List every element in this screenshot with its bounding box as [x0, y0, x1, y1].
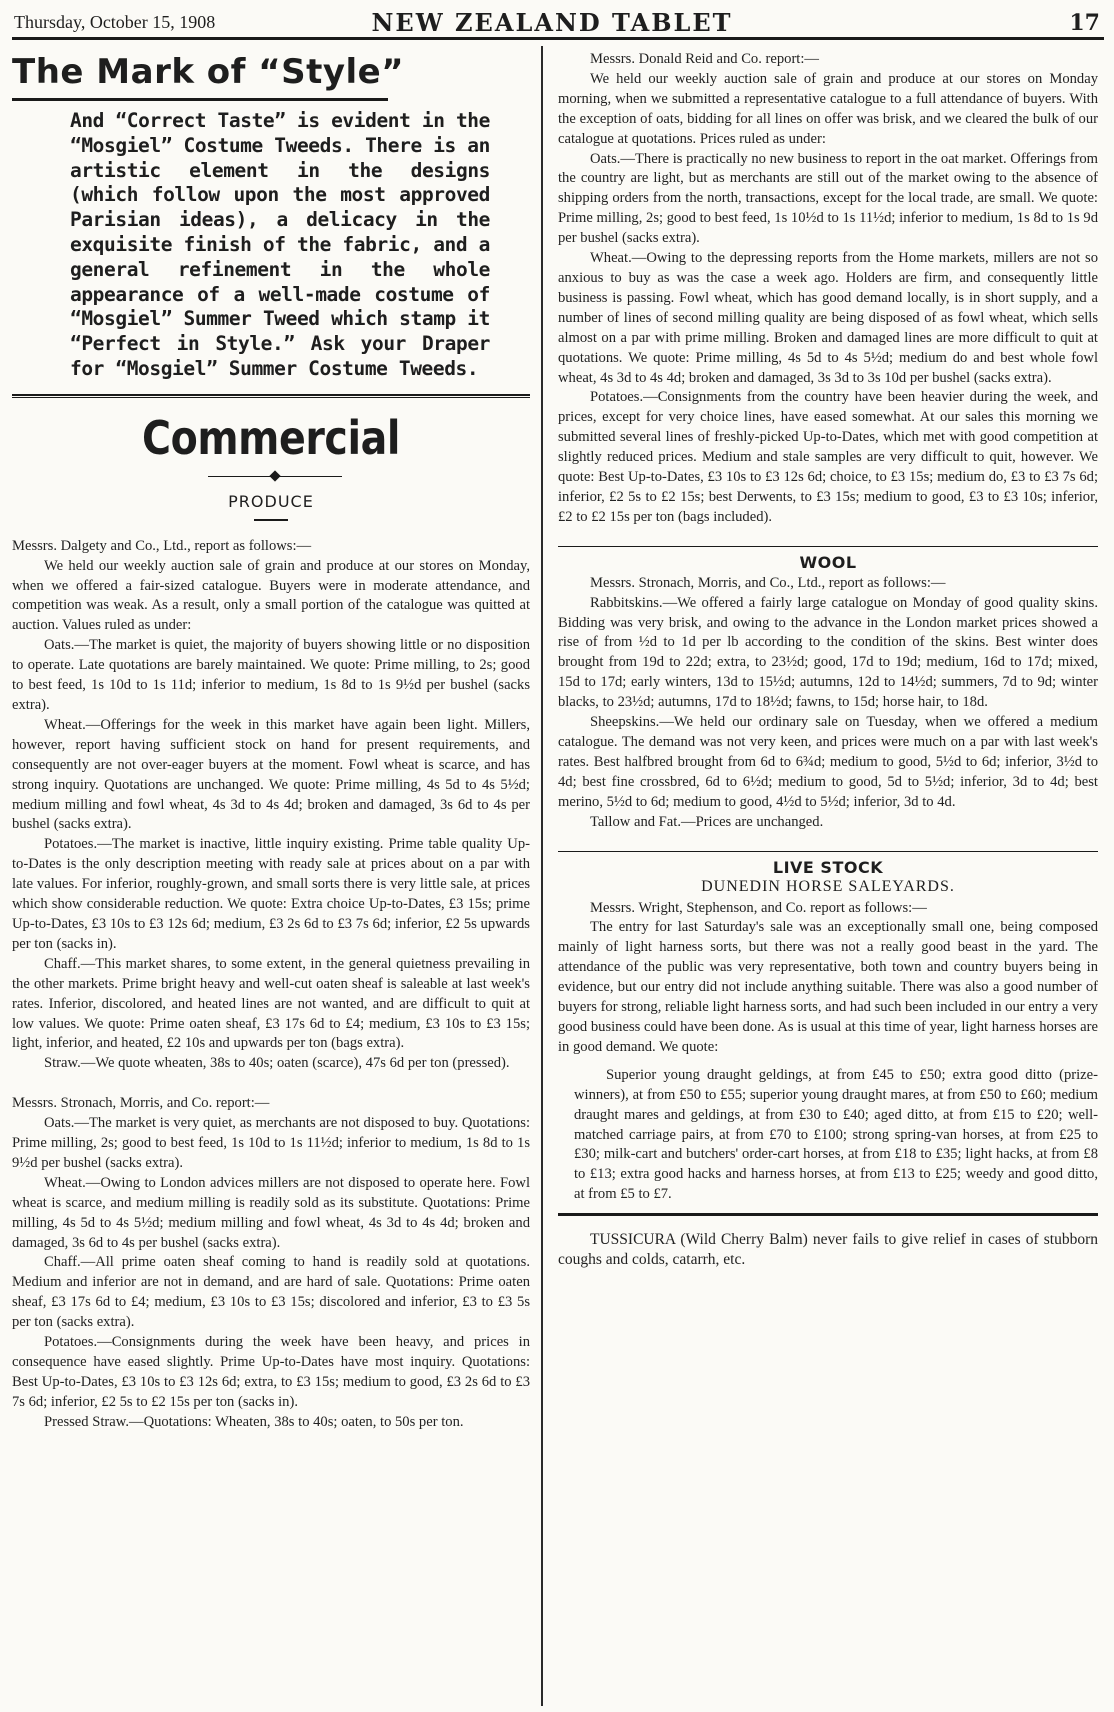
- livestock-report: [558, 899, 1098, 1206]
- tussicura-ad: TUSSICURA (Wild Cherry Balm) never fails to give relief in cases of stubborn coughs and colds, catarrh, etc.: [558, 1231, 1098, 1269]
- report-paragraph: Sheepskins.—We held our ordinary sale on Tuesday, when we offered a medium catalogue. The demand was not very keen, and prices were much on a par with last week's rates. Best halfbred brought from 6d to 6¾d; medium to good, 5½d to 6d; inferior, 3½d to 4d; best fine crossbred, 6d to 6½d; medium to good, 5d to 5½d; inferior, 3d to 4d; best merino, 5½d to 6d; medium to good, 4½d to 5½d; inferior, 3d to 4d.: [558, 714, 1098, 810]
- report-paragraph: Rabbitskins.—We offered a fairly large catalogue on Monday of good quality skins. Bidding was very brisk, and owing to the advance in the London market prices showed a rise of from ½d to 1d per lb according to the condition of the skins. Best winter does brought from 19d to 22d; extra, to 23½d; good, 17d to 19d; medium, 16d to 17d; mixed, 15d to 17d; early winters, 13d to 15½d; autumns, 12d to 14½d; summers, 7d to 9d; winter blacks, to 23½d; autumns, 17d to 18½d; fawns, to 15d; horse hair, to 18d.: [558, 594, 1098, 711]
- report-paragraph: Superior young draught geldings, at from £45 to £50; extra good ditto (prize-winners), at from £50 to £55; superior young draught mares, at from £50 to £60; medium draught mares and geldings, at from £30 to £40; aged ditto, at from £15 to £20; well-matched carriage pairs, at from £70 to £100; strong spring-van horses, at from £25 to £30; milk-cart and butchers' order-cart horses, at from £18 to £35; light hacks, at from £8 to £13; extra good hacks and harness horses, at from £13 to £25; weedy and good ditto, at from £5 to £7.: [574, 1066, 1098, 1203]
- masthead: NEW ZEALAND TABLET: [371, 8, 733, 37]
- report-paragraph: We held our weekly auction sale of grain and produce at our stores on Monday, when we offered a fair-sized catalogue. Buyers were in moderate attendance, and competition was weak. As a result, only a small portion of the catalogue was quitted at auction. Values ruled as under:: [12, 557, 530, 634]
- report-intro: Messrs. Donald Reid and Co. report:—: [590, 51, 820, 67]
- report-paragraph: Wheat.—Owing to the depressing reports from the Home markets, millers are not so anxious to buy as was the case a week ago. Holders are firm, and consequently little business is passing. Fowl wheat, which has good demand locally, is in short supply, and a number of lines of second milling quality are being disposed of as fowl wheat, which sells almost on a par with prime milling. Broken and damaged lines are more difficult to quit at quotations. We quote: Prime milling, 4s 5d to 4s 5½d; medium do and best whole fowl wheat, 4s 3d to 4s 4d; broken and damaged, 3s 3d to 3s 10d per bushel (sacks extra).: [558, 250, 1098, 386]
- diamond-icon: [269, 470, 280, 481]
- wool-top-rule: [558, 546, 1098, 547]
- page-header: [12, 6, 1104, 40]
- dalgety-report: [12, 537, 530, 1433]
- column-divider: [541, 46, 543, 1706]
- report-paragraph: Wheat.—Offerings for the week in this market have again been light. Millers, however, report having sufficient stock on hand for present requirements, and consequently are not over-eager buyers at the moment. Fowl wheat is scarce, and has strong inquiry. Quotations are unchanged. We quote: Prime milling, 4s 5d to 4s 5½d; medium milling and fowl wheat, 4s 3d to 4s 4d; broken and damaged, 3s 6d to 4s per bushel (sacks extra).: [12, 716, 530, 833]
- report-paragraph: Straw.—We quote wheaten, 38s to 40s; oaten (scarce), 47s 6d per ton (pressed).: [44, 1055, 510, 1072]
- report-paragraph: Chaff.—All prime oaten sheaf coming to hand is readily sold at quotations. Medium and inferior are not in demand, and are hard of sale. Quotations: Prime oaten sheaf, £3 17s 6d to £4; medium, £3 10s to £3 15s; discolored and inferior, £3 to £3 5s per ton (sacks extra).: [12, 1254, 530, 1331]
- subhead-rule: [254, 519, 288, 521]
- issue-date: Thursday, October 15, 1908: [14, 12, 216, 32]
- wool-heading: WOOL: [799, 552, 857, 572]
- horse-quotes: [558, 1066, 1098, 1205]
- produce-subhead: PRODUCE: [228, 491, 314, 511]
- report-paragraph: Chaff.—This market shares, to some extent, in the general quietness prevailing in the other markets. Prime bright heavy and well-cut oaten sheaf is saleable at last week's rates. Inferior, discolored, and heated lines are not wanted, and are difficult to quit at low values. We quote: Prime oaten sheaf, £3 17s 6d to £4; medium, £3 10s to £3 15s; light, inferior, and heated, £2 10s and upwards per ton (bags extra).: [12, 955, 530, 1052]
- reid-report: [558, 50, 1098, 528]
- report-intro: Messrs. Wright, Stephenson, and Co. report as follows:—: [590, 899, 927, 916]
- livestock-bottom-rule: [558, 1213, 1098, 1216]
- ad-title: The Mark of “Style”: [12, 52, 405, 92]
- section-ornament: [12, 468, 530, 486]
- report-paragraph: Wheat.—Owing to London advices millers are not disposed to operate here. Fowl wheat is scarce, and medium milling is readily sold as its substitute. Quotations: Prime milling, 4s 5d to 4s 5½d; medium milling and fowl wheat, 4s 3d to 4s 4d; broken and damaged, 3s 6d to 4s per bushel (sacks extra).: [12, 1174, 530, 1251]
- report-paragraph: Oats.—There is practically no new business to report in the oat market. Offerings from the country are light, but as merchants are still out of the market owing to the absence of shipping orders from the north, transactions, except for the local trade, are small. We quote: Prime milling, 2s; good to best feed, 1s 10½d to 1s 11½d; inferior to medium, 1s 8d to 1s 9d per bushel (sacks extra).: [558, 150, 1098, 247]
- ad-body: And “Correct Taste” is evident in the “Mosgiel” Costume Tweeds. There is an artistic element in the designs (which follow upon the most approved Parisian ideas), a delicacy in the exquisite finish of the fabric, and a general refinement in the whole appearance of a well-made costume of “Mosgiel” Summer Tweed which stamp it “Perfect in Style.” Ask your Draper for “Mosgiel” Summer Costume Tweeds.: [70, 109, 490, 380]
- section-title: Commercial: [142, 410, 400, 465]
- report-paragraph: Pressed Straw.—Quotations: Wheaten, 38s to 40s; oaten, to 50s per ton.: [44, 1413, 464, 1430]
- report-paragraph: Potatoes.—The market is inactive, little inquiry existing. Prime table quality Up-to-Dates is the only description meeting with ready sale at prices about on a par with late values. For inferior, roughly-grown, and small sorts there is very little sale, at prices which show considerable reduction. We quote: Extra choice Up-to-Dates, £3 15s; prime Up-to-Dates, £3 10s to £3 12s 6d; medium, £3 2s 6d to £3 7s 6d; inferior, £2 5s upwards per ton (sacks in).: [12, 836, 530, 952]
- report-paragraph: Tallow and Fat.—Prices are unchanged.: [590, 813, 824, 830]
- report-paragraph: Potatoes.—Consignments during the week have been heavy, and prices in consequence have eased slightly. Prime Up-to-Dates have most inquiry. Quotations: Best Up-to-Dates, £3 10s to £3 12s 6d; extra, to £3 15s; medium to good, £3 2s 6d to £3 7s 6d; inferior, £2 5s to £2 15s per ton (sacks in).: [12, 1334, 530, 1410]
- right-column: [558, 50, 1098, 1270]
- page-number: 17: [1069, 10, 1100, 36]
- ad-title-underline: [12, 98, 388, 101]
- report-paragraph: The entry for last Saturday's sale was an exceptionally small one, being composed mainly of light harness sorts, but there was not a really good beast in the yard. The attendance of the public was very representative, both town and country buyers being in evidence, but our entry did not include anything suitable. There was also a good number of buyers for strong, reliable light harness sorts, and had such been included in our entry a very good business could have been done. As is usual at this time of year, light harness horses are in good demand. We quote:: [558, 919, 1098, 1055]
- ad-bottom-rule: [12, 394, 530, 398]
- livestock-top-rule: [558, 851, 1098, 852]
- report-paragraph: Potatoes.—Consignments from the country have been heavier during the week, and prices, except for very choice lines, have eased somewhat. At our sales this morning we submitted several lines of freshly-picked Up-to-Dates, which met with good competition at slightly reduced prices. Medium and stale samples are very difficult to quit, however. We quote: Best Up-to-Dates, £3 10s to £3 12s 6d; choice, to £3 15s; medium do, £3 to £3 7s 6d; inferior, £2 5s to £2 15s; best Derwents, to £3 15s; medium to good, £3 to £3 10s; inferior, £2 to £2 15s per ton (bags included).: [558, 389, 1098, 525]
- report-intro: Messrs. Dalgety and Co., Ltd., report as follows:—: [12, 537, 312, 554]
- report-intro: Messrs. Stronach, Morris, and Co., Ltd., report as follows:—: [590, 574, 946, 591]
- report-paragraph: Oats.—The market is very quiet, as merchants are not disposed to buy. Quotations: Prime milling, 2s; good to best feed, 1s 10d to 1s 11½d; inferior to medium, 1s 8d to 1s 9½d per bushel (sacks extra).: [12, 1115, 530, 1171]
- livestock-subheading: DUNEDIN HORSE SALEYARDS.: [701, 877, 955, 895]
- report-paragraph: We held our weekly auction sale of grain and produce at our stores on Monday morning, when we submitted a representative catalogue to a full attendance of buyers. With the exception of oats, bidding for all lines on offer was brisk, and we cleared the bulk of our catalogue at quotations. Prices ruled as under:: [558, 70, 1098, 147]
- report-paragraph: Oats.—The market is quiet, the majority of buyers showing little or no disposition to operate. Late quotations are barely maintained. We quote: Prime milling, to 2s; good to best feed, 1s 10d to 1s 11d; inferior to medium, 1s 8d to 1s 9½d per bushel (sacks extra).: [12, 637, 530, 714]
- wool-report: [558, 574, 1098, 833]
- livestock-heading: LIVE STOCK: [772, 857, 884, 877]
- report-intro: Messrs. Stronach, Morris, and Co. report:—: [12, 1095, 270, 1112]
- left-column: [12, 50, 530, 1433]
